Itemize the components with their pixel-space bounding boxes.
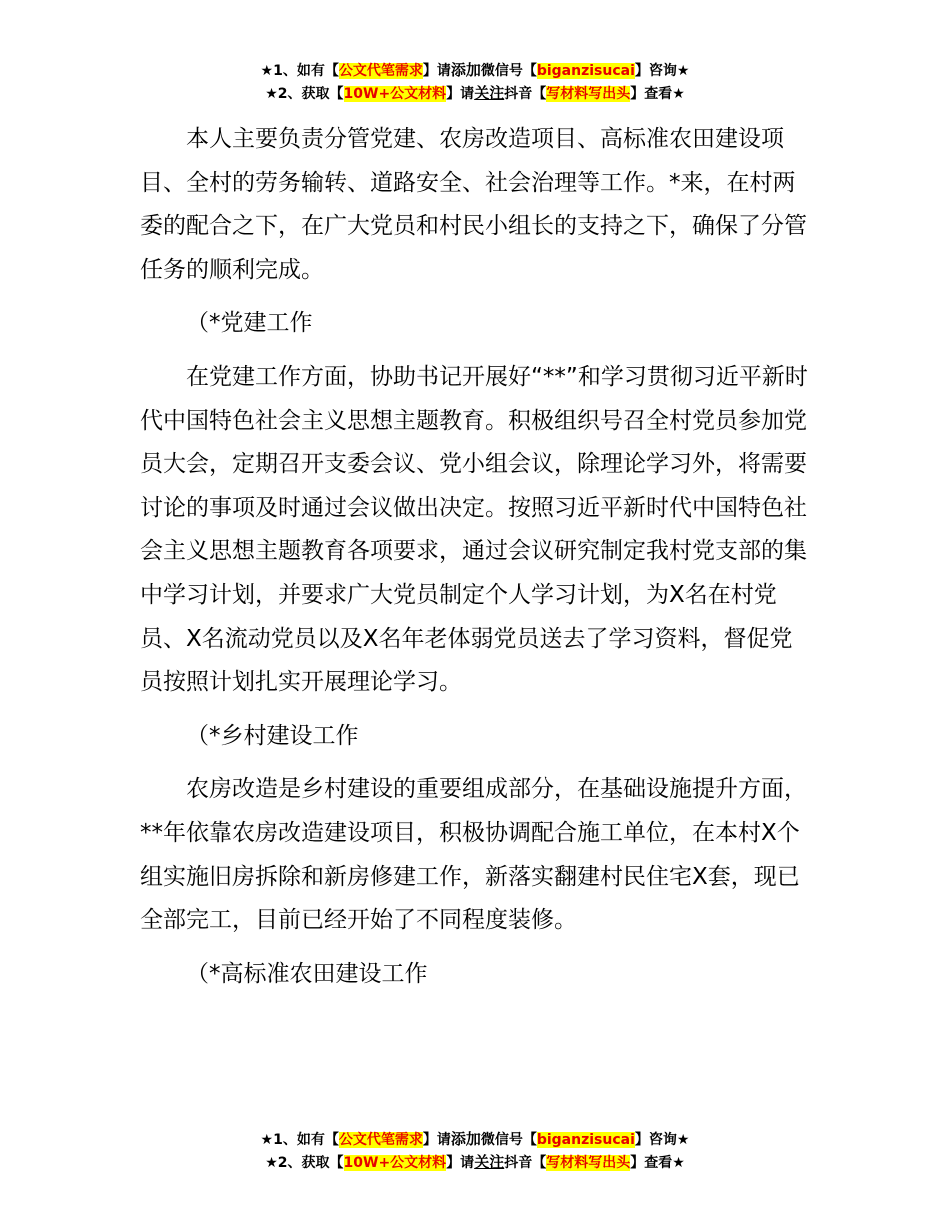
banner-highlight: biganzisucai — [536, 1132, 635, 1148]
banner-text: 微信号【 — [480, 1132, 537, 1148]
banner-text: 】咨询★ — [634, 1132, 690, 1148]
section-heading-farmland: （*高标准农田建设工作 — [186, 960, 428, 987]
banner-text: ★1、如有【 — [260, 1132, 339, 1148]
banner-line-1 — [0, 1128, 950, 1151]
banner-highlight: 公文代笔需求 — [338, 1132, 423, 1148]
banner-line-2 — [0, 82, 950, 105]
banner-text: ★2、获取【 — [265, 86, 344, 102]
banner-line-1 — [0, 59, 950, 82]
banner-highlight: 写材料写出头 — [546, 1155, 631, 1171]
banner-highlight: 写材料写出头 — [546, 86, 631, 102]
banner-emphasis: 添加 — [450, 61, 481, 79]
section-heading-rural-construction: （*乡村建设工作 — [186, 722, 359, 749]
banner-highlight: 10W+公文材料 — [343, 1155, 447, 1171]
banner-text: 】查看★ — [630, 1155, 685, 1171]
banner-emphasis: 添加 — [450, 1130, 481, 1148]
party-building-paragraph: 在党建工作方面，协助书记开展好“**”和学习贯彻习近平新时代中国特色社会主义思想主题教育。积极组织号召全村党员参加党员大会，定期召开支委会议、党小组会议，除理论学习外，将需要讨论的事项及时通过会议做出决定。按照习近平新时代中国特色社会主义思想主题教育各项要求，通过会议研究制定我村党支部的集中学习计划，并要求广大党员制定个人学习计划，为X名在村党员、X名流动党员以及X名年老体弱党员送去了学习资料，督促党员按照计划扎实开展理论学习。 — [140, 363, 808, 696]
banner-emphasis: 关注 — [474, 1153, 505, 1171]
banner-text: 微信号【 — [480, 63, 537, 79]
banner-line-2 — [0, 1151, 950, 1174]
banner-highlight: 10W+公文材料 — [343, 86, 447, 102]
banner-emphasis: 关注 — [474, 84, 505, 102]
intro-paragraph: 本人主要负责分管党建、农房改造项目、高标准农田建设项目、全村的劳务输转、道路安全、社会治理等工作。*来，在村两委的配合之下，在广大党员和村民小组长的支持之下，确保了分管任务的顺利完成。 — [140, 126, 807, 283]
section-heading-party-building: （*党建工作 — [186, 310, 313, 337]
footer-banner — [0, 1128, 950, 1174]
banner-text: 抖音【 — [504, 86, 547, 102]
banner-text: 】请 — [446, 86, 475, 102]
banner-text: 】查看★ — [630, 86, 685, 102]
banner-text: 】请 — [446, 1155, 475, 1171]
header-banner — [0, 59, 950, 105]
banner-highlight: 公文代笔需求 — [338, 63, 423, 79]
rural-construction-paragraph: 农房改造是乡村建设的重要组成部分，在基础设施提升方面，**年依靠农房改造建设项目，积极协调配合施工单位，在本村X个组实施旧房拆除和新房修建工作，新落实翻建村民住宅X套，现已全部完工，目前已经开始了不同程度装修。 — [140, 776, 807, 934]
banner-text: 】请 — [422, 1132, 451, 1148]
banner-highlight: biganzisucai — [536, 63, 635, 79]
banner-text: 】请 — [422, 63, 451, 79]
document-body — [140, 118, 815, 996]
banner-text: ★1、如有【 — [260, 63, 339, 79]
banner-text: ★2、获取【 — [265, 1155, 344, 1171]
banner-text: 抖音【 — [504, 1155, 547, 1171]
banner-text: 】咨询★ — [634, 63, 690, 79]
